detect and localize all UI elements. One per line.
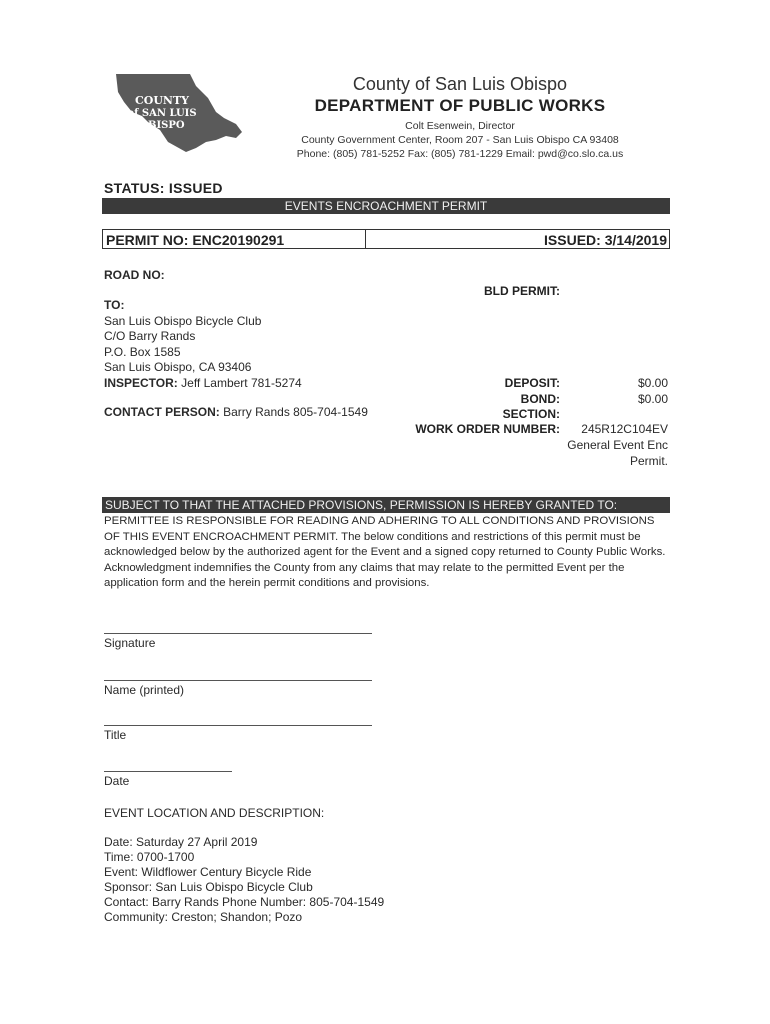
bld-permit-label: BLD PERMIT: [484, 284, 560, 298]
to-line: San Luis Obispo Bicycle Club [104, 314, 262, 328]
subject-bar: SUBJECT TO THAT THE ATTACHED PROVISIONS, PERMISSION IS HEREBY GRANTED TO: [102, 497, 670, 513]
signature-line [104, 633, 372, 634]
event-line: Sponsor: San Luis Obispo Bicycle Club [104, 880, 313, 894]
logo-line1: COUNTY [134, 94, 190, 107]
section-label: SECTION: [502, 407, 560, 421]
work-order-label: WORK ORDER NUMBER: [415, 422, 560, 436]
bond-label: BOND: [520, 392, 560, 406]
permit-number: PERMIT NO: ENC20190291 [106, 232, 285, 248]
to-line: P.O. Box 1585 [104, 345, 181, 359]
work-order-line: Permit. [629, 454, 668, 468]
contact-person-value: Barry Rands 805-704-1549 [223, 405, 368, 419]
address-line: County Government Center, Room 207 - San Luis Obispo CA 93408 [301, 134, 619, 146]
inspector-row [104, 376, 302, 392]
signature-label: Signature [104, 636, 156, 650]
inspector-label: INSPECTOR: [104, 376, 178, 390]
deposit-value: $0.00 [637, 376, 668, 390]
work-order-line: 245R12C104EV [581, 422, 668, 436]
event-line: Community: Creston; Shandon; Pozo [104, 910, 303, 924]
permit-type-bar: EVENTS ENCROACHMENT PERMIT [102, 198, 670, 214]
title-line [104, 725, 372, 726]
conditions-paragraph: PERMITTEE IS RESPONSIBLE FOR READING AND ADHERING TO ALL CONDITIONS AND PROVISIONS OF THIS EVENT ENCROACHMENT PERMIT. The below conditions and restrictions of this permit must be acknowledged below by the authorized agent for the Event and a signed copy returned to County Public Works. Acknowledgment indemnifies the County from any claims that may relate to the permitted Event per the application form and the herein permit conditions and provisions. [104, 515, 666, 589]
logo-line3: OBISPO [139, 120, 185, 131]
director-line: Colt Esenwein, Director [405, 120, 515, 132]
name-label: Name (printed) [104, 683, 185, 697]
date-line [104, 771, 232, 772]
event-heading: EVENT LOCATION AND DESCRIPTION: [104, 806, 325, 820]
to-label: TO: [104, 298, 125, 312]
event-line: Date: Saturday 27 April 2019 [104, 835, 258, 849]
contact-line: Phone: (805) 781-5252 Fax: (805) 781-1229 Email: pwd@co.slo.ca.us [296, 148, 624, 160]
inspector-value: Jeff Lambert 781-5274 [181, 376, 302, 390]
date-label: Date [104, 774, 130, 788]
to-line: C/O Barry Rands [104, 329, 196, 343]
deposit-label: DEPOSIT: [504, 376, 560, 390]
county-name: County of San Luis Obispo [352, 74, 568, 94]
bond-value: $0.00 [637, 392, 668, 406]
title-label: Title [104, 728, 127, 742]
logo-line2: of SAN LUIS [127, 108, 197, 119]
to-line: San Luis Obispo, CA 93406 [104, 360, 252, 374]
event-line: Event: Wildflower Century Bicycle Ride [104, 865, 312, 879]
issued-date: ISSUED: 3/14/2019 [544, 232, 667, 248]
event-line: Time: 0700-1700 [104, 850, 195, 864]
event-line: Contact: Barry Rands Phone Number: 805-704-1549 [104, 895, 385, 909]
work-order-line: General Event Enc [567, 438, 668, 452]
name-line [104, 680, 372, 681]
status-label: STATUS: ISSUED [104, 180, 223, 196]
contact-person-row [104, 405, 368, 421]
contact-person-label: CONTACT PERSON: [104, 405, 220, 419]
department-name: DEPARTMENT OF PUBLIC WORKS [314, 96, 606, 115]
road-no-label: ROAD NO: [104, 268, 165, 282]
county-logo [112, 72, 244, 154]
